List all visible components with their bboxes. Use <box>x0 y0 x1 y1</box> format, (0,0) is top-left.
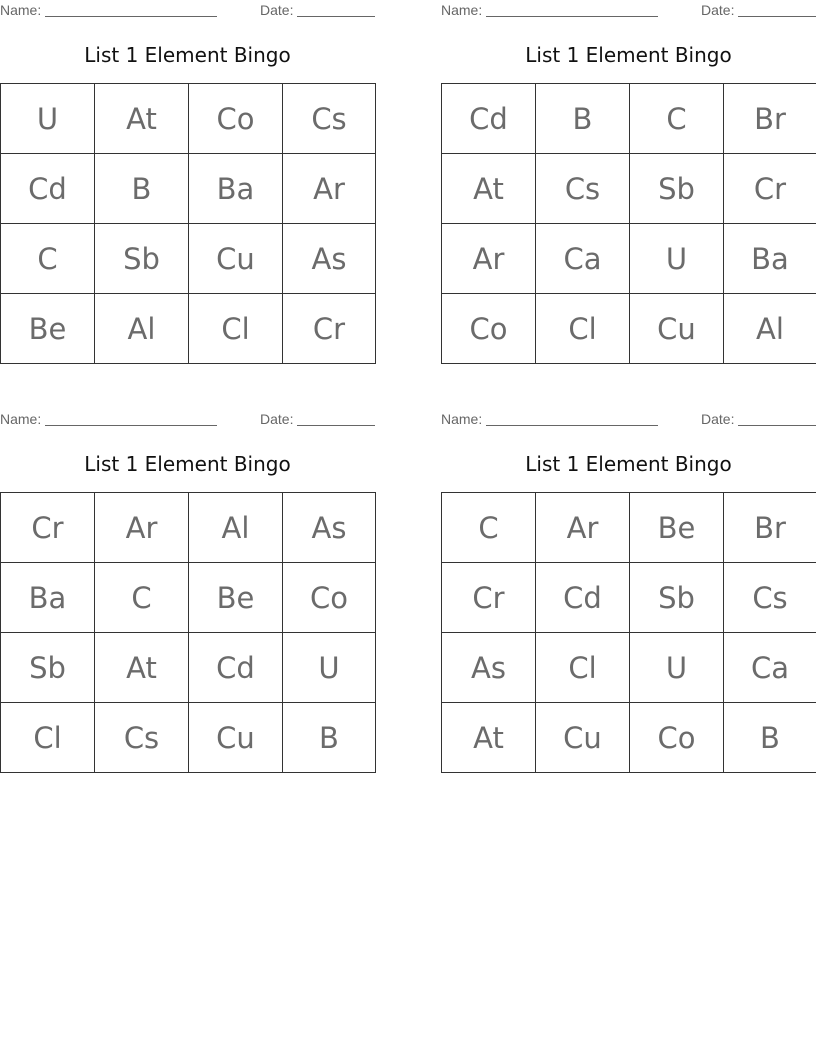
bingo-cell[interactable]: Cr <box>724 154 816 223</box>
bingo-cell[interactable]: Cl <box>536 633 629 702</box>
bingo-cell[interactable]: Br <box>724 493 816 562</box>
bingo-cell[interactable]: Cl <box>1 703 94 772</box>
bingo-cell[interactable]: Co <box>630 703 723 772</box>
bingo-cell[interactable]: Ba <box>724 224 816 293</box>
date-label: Date: <box>260 2 294 18</box>
bingo-cell[interactable]: C <box>630 84 723 153</box>
bingo-cell[interactable]: Cu <box>189 703 282 772</box>
bingo-grid <box>441 492 816 773</box>
bingo-card <box>441 0 816 346</box>
bingo-grid <box>441 83 816 364</box>
bingo-cell[interactable]: Co <box>283 563 375 632</box>
bingo-cell[interactable]: Cd <box>189 633 282 702</box>
bingo-cell[interactable]: Cd <box>442 84 535 153</box>
bingo-cell[interactable]: B <box>95 154 188 223</box>
bingo-cell[interactable]: Ba <box>1 563 94 632</box>
date-blank-line[interactable] <box>738 425 816 426</box>
bingo-cell[interactable]: Cl <box>536 294 629 363</box>
bingo-cell[interactable]: Cu <box>536 703 629 772</box>
card-title: List 1 Element Bingo <box>525 452 732 476</box>
bingo-cell[interactable]: As <box>283 493 375 562</box>
bingo-cell[interactable]: B <box>283 703 375 772</box>
bingo-cell[interactable]: Cr <box>442 563 535 632</box>
bingo-cell[interactable]: Ca <box>536 224 629 293</box>
bingo-cell[interactable]: Ar <box>95 493 188 562</box>
bingo-cell[interactable]: Cu <box>630 294 723 363</box>
bingo-cell[interactable]: Cd <box>536 563 629 632</box>
card-title: List 1 Element Bingo <box>84 43 291 67</box>
bingo-cell[interactable]: Sb <box>1 633 94 702</box>
bingo-cell[interactable]: U <box>1 84 94 153</box>
bingo-cell[interactable]: B <box>724 703 816 772</box>
bingo-cell[interactable]: Sb <box>630 154 723 223</box>
bingo-card <box>441 409 816 755</box>
date-label: Date: <box>260 411 294 427</box>
date-blank-line[interactable] <box>297 16 375 17</box>
bingo-cell[interactable]: At <box>95 84 188 153</box>
bingo-cell[interactable]: U <box>283 633 375 702</box>
bingo-cell[interactable]: Be <box>1 294 94 363</box>
bingo-cell[interactable]: Cr <box>283 294 375 363</box>
bingo-cell[interactable]: Ba <box>189 154 282 223</box>
name-date-fields <box>441 0 816 20</box>
name-label: Name: <box>0 411 42 427</box>
bingo-cell[interactable]: C <box>95 563 188 632</box>
bingo-cell[interactable]: Be <box>630 493 723 562</box>
bingo-cell[interactable]: Cs <box>95 703 188 772</box>
date-blank-line[interactable] <box>738 16 816 17</box>
bingo-grid <box>0 83 376 364</box>
card-title: List 1 Element Bingo <box>84 452 291 476</box>
bingo-cell[interactable]: Cs <box>724 563 816 632</box>
bingo-cell[interactable]: Al <box>724 294 816 363</box>
bingo-card <box>0 0 375 346</box>
bingo-card <box>0 409 375 755</box>
name-blank-line[interactable] <box>45 425 217 426</box>
name-date-fields <box>0 409 375 429</box>
bingo-cell[interactable]: Ar <box>442 224 535 293</box>
bingo-cell[interactable]: Al <box>189 493 282 562</box>
name-blank-line[interactable] <box>486 425 658 426</box>
bingo-cell[interactable]: B <box>536 84 629 153</box>
bingo-cell[interactable]: As <box>283 224 375 293</box>
name-blank-line[interactable] <box>486 16 658 17</box>
bingo-cell[interactable]: Cs <box>536 154 629 223</box>
bingo-cell[interactable]: Sb <box>95 224 188 293</box>
name-label: Name: <box>0 2 42 18</box>
bingo-cell[interactable]: Be <box>189 563 282 632</box>
bingo-cell[interactable]: Cs <box>283 84 375 153</box>
bingo-cell[interactable]: Cr <box>1 493 94 562</box>
bingo-cell[interactable]: Cd <box>1 154 94 223</box>
bingo-cell[interactable]: U <box>630 633 723 702</box>
bingo-cell[interactable]: Ar <box>283 154 375 223</box>
date-blank-line[interactable] <box>297 425 375 426</box>
bingo-cell[interactable]: At <box>442 154 535 223</box>
bingo-cell[interactable]: As <box>442 633 535 702</box>
bingo-cell[interactable]: Cl <box>189 294 282 363</box>
bingo-cell[interactable]: C <box>442 493 535 562</box>
name-date-fields <box>441 409 816 429</box>
bingo-cell[interactable]: Sb <box>630 563 723 632</box>
bingo-cell[interactable]: At <box>442 703 535 772</box>
bingo-cell[interactable]: Br <box>724 84 816 153</box>
date-label: Date: <box>701 411 735 427</box>
bingo-grid <box>0 492 376 773</box>
card-title: List 1 Element Bingo <box>525 43 732 67</box>
name-label: Name: <box>441 411 483 427</box>
name-label: Name: <box>441 2 483 18</box>
bingo-cell[interactable]: U <box>630 224 723 293</box>
bingo-cell[interactable]: Cu <box>189 224 282 293</box>
name-date-fields <box>0 0 375 20</box>
date-label: Date: <box>701 2 735 18</box>
name-blank-line[interactable] <box>45 16 217 17</box>
bingo-cell[interactable]: At <box>95 633 188 702</box>
bingo-cell[interactable]: C <box>1 224 94 293</box>
bingo-cell[interactable]: Al <box>95 294 188 363</box>
bingo-cell[interactable]: Co <box>189 84 282 153</box>
bingo-cell[interactable]: Ar <box>536 493 629 562</box>
bingo-cell[interactable]: Ca <box>724 633 816 702</box>
bingo-cell[interactable]: Co <box>442 294 535 363</box>
